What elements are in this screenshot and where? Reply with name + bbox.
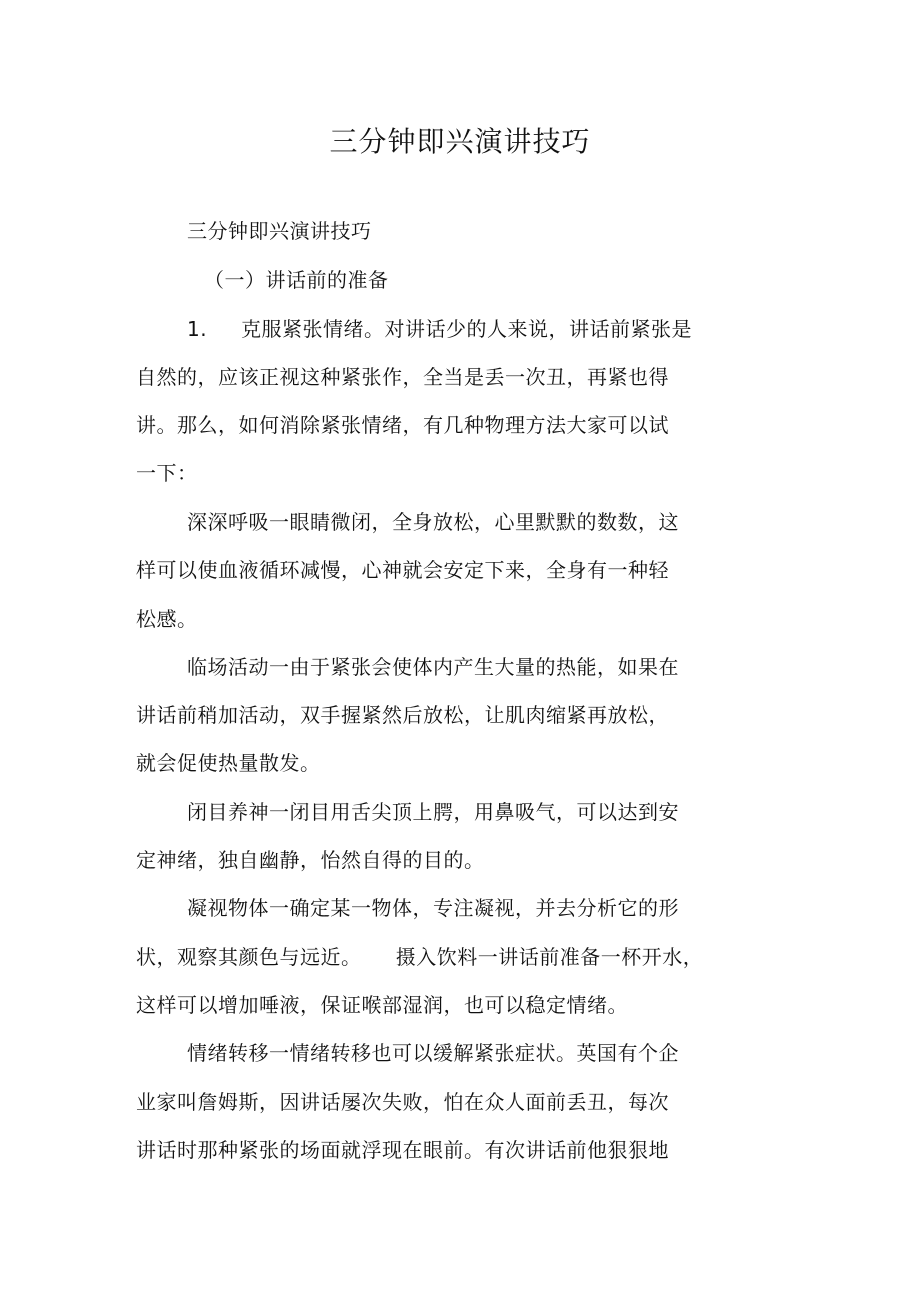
paragraph-line: 讲话前稍加活动，双手握紧然后放松，让肌肉缩紧再放松， — [136, 703, 669, 727]
paragraph-line: 讲。那么，如何消除紧张情绪，有几种物理方法大家可以试 — [136, 413, 669, 437]
section-heading: （一）讲话前的准备 — [204, 268, 389, 292]
paragraph-line: 松感。 — [136, 607, 198, 631]
paragraph-line: 凝视物体一确定某一物体，专注凝视，并去分析它的形 — [187, 896, 679, 920]
paragraph-line: 情绪转移一情绪转移也可以缓解紧张症状。英国有个企 — [187, 1041, 679, 1065]
document-title: 三分钟即兴演讲技巧 — [329, 125, 591, 158]
paragraph-line: 业家叫詹姆斯，因讲话屡次失败，怕在众人面前丢丑，每次 — [136, 1090, 669, 1114]
paragraph-line: 定神绪，独自幽静，怡然自得的目的。 — [136, 848, 485, 872]
paragraph-line: 这样可以增加唾液，保证喉部湿润，也可以稳定情绪。 — [136, 993, 628, 1017]
paragraph-line: 闭目养神一闭目用舌尖顶上腭，用鼻吸气，可以达到安 — [187, 800, 679, 824]
paragraph-text: 克服紧张情绪。对讲话少的人来说，讲话前紧张是 — [241, 317, 692, 341]
paragraph-line: 样可以使血液循环减慢，心神就会安定下来，全身有一种轻 — [136, 558, 669, 582]
paragraph-line — [187, 314, 787, 344]
paragraph-line: 一下： — [136, 461, 198, 485]
paragraph-line: 自然的，应该正视这种紧张作，全当是丢一次丑，再紧也得 — [136, 365, 669, 389]
paragraph-line: 临场活动一由于紧张会使体内产生大量的热能，如果在 — [187, 655, 679, 679]
item-number: 1. — [187, 317, 208, 341]
paragraph-line: 深深呼吸一眼睛微闭，全身放松，心里默默的数数，这 — [187, 510, 679, 534]
paragraph-line: 状，观察其颜色与远近。 摄入饮料一讲话前准备一杯开水， — [136, 945, 704, 969]
subtitle: 三分钟即兴演讲技巧 — [187, 219, 372, 243]
paragraph-line: 就会促使热量散发。 — [136, 751, 321, 775]
paragraph-line: 讲话时那种紧张的场面就浮现在眼前。有次讲话前他狠狠地 — [136, 1138, 669, 1162]
